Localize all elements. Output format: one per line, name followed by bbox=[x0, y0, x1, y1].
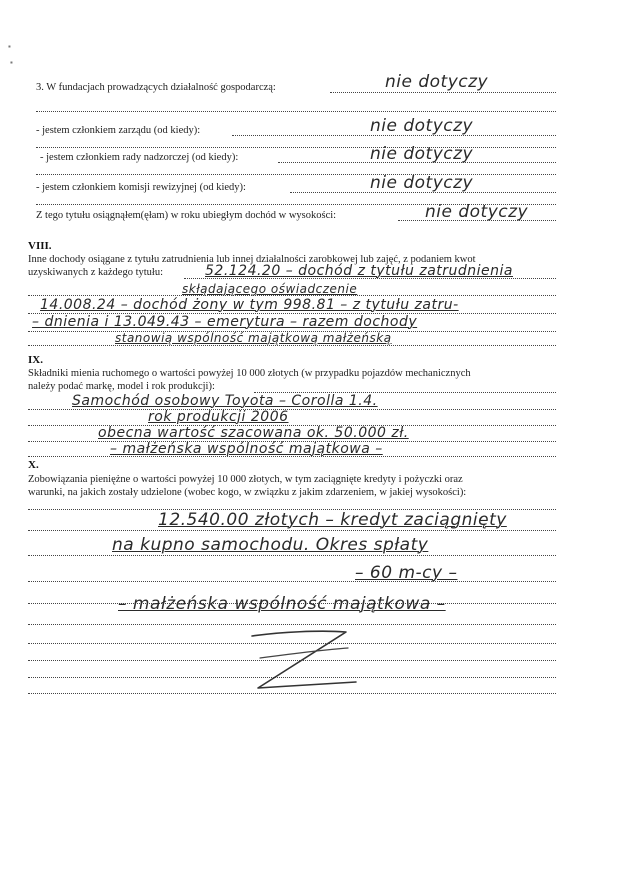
viii-handwriting: – dnienia i 13.049.43 – emerytura – razem dochody bbox=[32, 314, 418, 330]
x-handwriting: – 60 m-cy – bbox=[355, 563, 458, 583]
dotted-line bbox=[36, 111, 556, 112]
income-answer: nie dotyczy bbox=[425, 202, 529, 222]
x-handwriting: – małżeńska wspólność majątkowa – bbox=[118, 594, 446, 614]
dotted-line bbox=[28, 581, 556, 582]
dotted-line bbox=[36, 174, 556, 175]
dotted-line bbox=[330, 92, 556, 93]
section-x-text: Zobowiązania pieniężne o wartości powyżej 10 000 złotych, w tym zaciągnięte kredyty i pożyczki oraz bbox=[28, 474, 463, 485]
viii-handwriting: stanowią wspólność majątkową małżeńską bbox=[115, 331, 392, 345]
ix-handwriting: obecna wartość szacowana ok. 50.000 zł. bbox=[98, 425, 409, 441]
section-x-label: X. bbox=[28, 459, 39, 471]
audit-label: - jestem członkiem komisji rewizyjnej (od kiedy): bbox=[36, 182, 246, 193]
section-viii-text: Inne dochody osiągane z tytułu zatrudnienia lub innej działalności zarobkowej lub zajęć, z podaniem kwot bbox=[28, 254, 476, 265]
dotted-line bbox=[28, 409, 556, 410]
audit-answer: nie dotyczy bbox=[370, 173, 474, 193]
viii-handwriting: skłądającego oświadczenie bbox=[182, 282, 358, 296]
ix-handwriting: – małżeńska wspólność majątkowa – bbox=[110, 441, 383, 457]
supervisory-answer: nie dotyczy bbox=[370, 144, 474, 164]
q3-answer: nie dotyczy bbox=[385, 72, 489, 92]
section-viii-label: VIII. bbox=[28, 240, 52, 252]
section-x-text: warunki, na jakich zostały udzielone (wobec kogo, w związku z jakim zdarzeniem, w jakiej wysokości): bbox=[28, 487, 467, 498]
section-ix-text: należy podać markę, model i rok produkcji): bbox=[28, 381, 215, 392]
viii-handwriting: 52.124.20 – dochód z tytułu zatrudnienia bbox=[205, 263, 514, 279]
income-label: Z tego tytułu osiągnąłem(ęłam) w roku ubiegłym dochód w wysokości: bbox=[36, 210, 337, 221]
dotted-line bbox=[28, 530, 556, 531]
z-cancel-mark bbox=[250, 628, 360, 698]
section-ix-text: Składniki mienia ruchomego o wartości powyżej 10 000 złotych (w przypadku pojazdów mechanicznych bbox=[28, 368, 471, 379]
ix-handwriting: rok produkcji 2006 bbox=[148, 409, 289, 425]
board-answer: nie dotyczy bbox=[370, 116, 474, 136]
ix-handwriting: Samochód osobowy Toyota – Corolla 1.4. bbox=[72, 393, 378, 409]
dotted-line bbox=[36, 147, 556, 148]
board-label: - jestem członkiem zarządu (od kiedy): bbox=[36, 125, 201, 136]
q3-label: 3. W fundacjach prowadzących działalność gospodarczą: bbox=[36, 82, 276, 93]
viii-handwriting: 14.008.24 – dochód żony w tym 998.81 – z tytułu zatru- bbox=[40, 297, 459, 313]
dotted-line bbox=[28, 624, 556, 625]
x-handwriting: na kupno samochodu. Okres spłaty bbox=[112, 535, 429, 555]
dotted-line bbox=[28, 555, 556, 556]
dotted-line bbox=[28, 345, 556, 346]
section-ix-label: IX. bbox=[28, 354, 43, 366]
supervisory-label: - jestem członkiem rady nadzorczej (od kiedy): bbox=[40, 152, 239, 163]
section-viii-text: uzyskiwanych z każdego tytułu: bbox=[28, 267, 164, 278]
x-handwriting: 12.540.00 złotych – kredyt zaciągnięty bbox=[158, 510, 507, 530]
scan-mark: ▪ bbox=[10, 58, 13, 67]
scan-mark: ▪ bbox=[8, 42, 11, 51]
